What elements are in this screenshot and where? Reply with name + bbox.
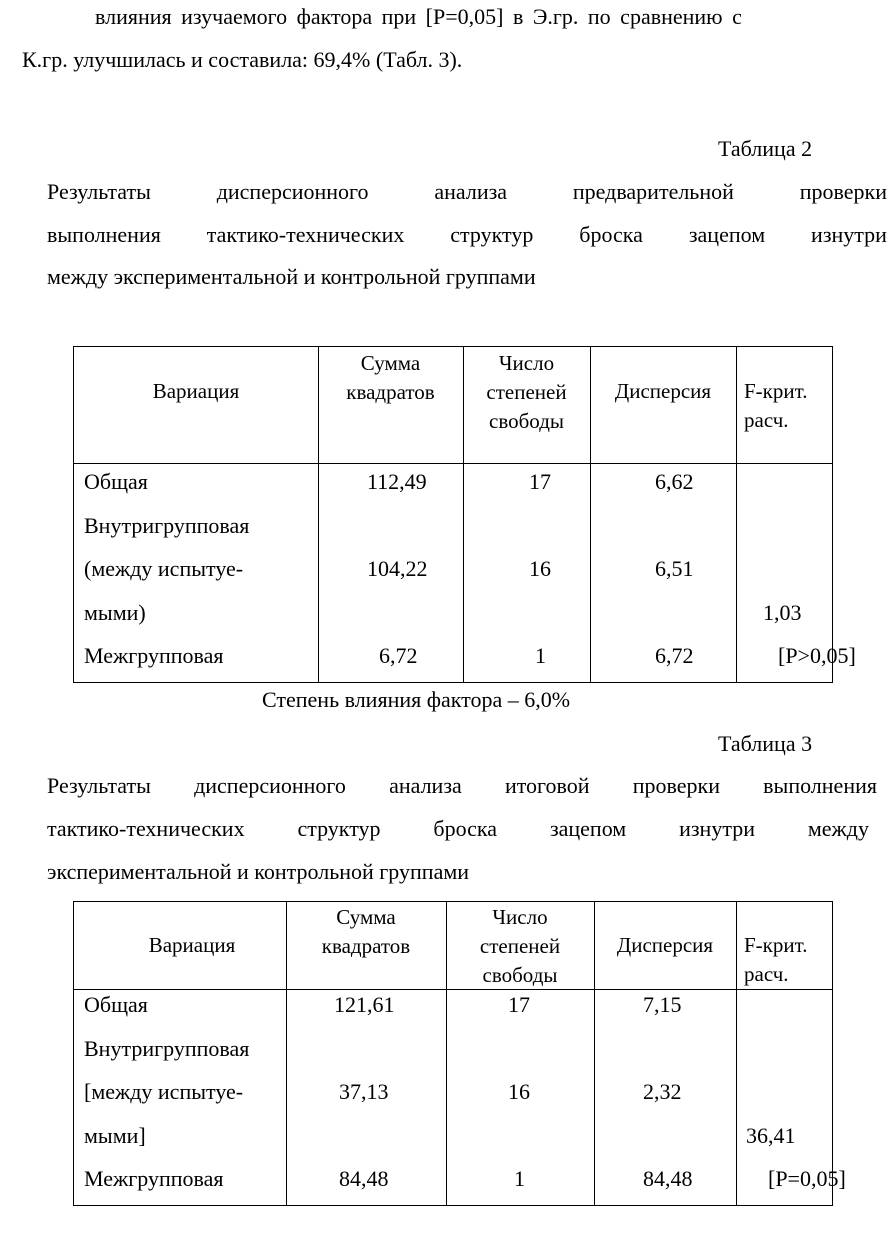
caption-word: между	[807, 816, 869, 841]
header-line: Сумма	[360, 351, 421, 375]
table2-between-ss: 6,72	[379, 643, 418, 668]
caption-word: изнутри	[679, 816, 755, 841]
caption-word: структур	[297, 816, 381, 841]
table2	[73, 346, 856, 683]
table2-row-within-label: Внутригрупповая	[84, 513, 250, 538]
header-line: свободы	[489, 409, 564, 433]
table3-caption-line-3: экспериментальной и контрольной группами	[47, 859, 470, 884]
table3-within-ss: 37,13	[339, 1079, 389, 1104]
table2-label: Таблица 2	[718, 136, 813, 161]
table2-row-between-label: Межгрупповая	[84, 643, 224, 668]
header-line: F-крит.	[744, 379, 808, 403]
header-line: степеней	[486, 380, 567, 404]
table2-within-df: 16	[529, 556, 551, 581]
table2-row-within-label: мыми)	[84, 600, 146, 625]
table2-header-sum-squares	[318, 349, 463, 407]
table3-within-df: 16	[508, 1079, 530, 1104]
table2-row-within-label: (между испытуе-	[84, 556, 244, 581]
intro-line-2: К.гр. улучшилась и составила: 69,4% (Табл. 3).	[22, 47, 463, 72]
header-line: F-крит.	[744, 933, 808, 957]
caption-word: выполнения	[47, 222, 161, 247]
caption-word: зацепом	[549, 816, 627, 841]
caption-word: изнутри	[811, 222, 887, 247]
header-line: расч.	[744, 408, 789, 432]
table2-total-ss: 112,49	[367, 469, 427, 494]
table3-between-disp: 84,48	[643, 1166, 693, 1191]
table3-caption-line-1	[47, 775, 877, 797]
table2-footnote: Степень влияния фактора – 6,0%	[262, 687, 571, 712]
table2-between-df: 1	[535, 643, 546, 668]
table3-f-value: 36,41	[746, 1123, 796, 1148]
table3-header-variation: Вариация	[148, 933, 236, 957]
caption-word: предварительной	[572, 179, 734, 204]
caption-word: проверки	[632, 773, 720, 798]
table2-header-dof	[463, 349, 590, 436]
table3-between-df: 1	[514, 1166, 525, 1191]
caption-word: тактико-технических	[206, 222, 405, 247]
caption-word: дисперсионного	[194, 773, 346, 798]
table2-header-divider	[74, 463, 832, 464]
table3-row-within-label: мыми]	[84, 1123, 146, 1148]
header-line: Число	[498, 351, 555, 375]
table2-total-disp: 6,62	[655, 469, 694, 494]
table3-header-f-crit	[744, 931, 807, 989]
caption-word: зацепом	[688, 222, 766, 247]
table2-between-disp: 6,72	[655, 643, 694, 668]
caption-word: Результаты	[47, 179, 151, 204]
caption-word: Результаты	[47, 773, 151, 798]
caption-word: структур	[450, 222, 534, 247]
table3-total-disp: 7,15	[643, 992, 682, 1017]
header-line: квадратов	[321, 934, 411, 958]
caption-word: дисперсионного	[216, 179, 369, 204]
caption-word: анализа	[389, 773, 462, 798]
table2-f-value: 1,03	[763, 600, 802, 625]
table2-header-variation: Вариация	[152, 379, 240, 403]
header-line: квадратов	[346, 380, 435, 404]
table3-header-dof	[446, 903, 594, 990]
table3-total-ss: 121,61	[334, 992, 395, 1017]
caption-word: тактико-технических	[47, 816, 245, 841]
table3-within-disp: 2,32	[643, 1079, 682, 1104]
table3-row-total-label: Общая	[84, 992, 148, 1017]
table2-caption-line-3: между экспериментальной и контрольной группами	[47, 264, 536, 289]
table3	[73, 901, 846, 1206]
table3-p-value: [P=0,05]	[768, 1166, 846, 1191]
caption-word: итоговой	[504, 773, 590, 798]
table3-between-ss: 84,48	[339, 1166, 389, 1191]
caption-word: броска	[579, 222, 643, 247]
table2-within-ss: 104,22	[367, 556, 428, 581]
table2-total-df: 17	[529, 469, 551, 494]
header-line: расч.	[744, 962, 789, 986]
caption-word: броска	[433, 816, 498, 841]
caption-word: проверки	[799, 179, 887, 204]
table2-caption-line-1	[47, 181, 887, 203]
caption-word: анализа	[434, 179, 508, 204]
table2-caption-line-2	[47, 224, 887, 246]
table2-p-value: [P>0,05]	[778, 643, 856, 668]
caption-word: выполнения	[763, 773, 877, 798]
intro-line-1: влияния изучаемого фактора при [P=0,05] в Э.гр. по сравнению с	[95, 4, 742, 29]
header-line: степеней	[479, 934, 561, 958]
table2-row-total-label: Общая	[84, 469, 148, 494]
table3-header-sum-squares	[286, 903, 446, 961]
table3-total-df: 17	[508, 992, 530, 1017]
table3-row-within-label: [между испытуе-	[84, 1079, 244, 1104]
table3-col-divider	[736, 902, 737, 1205]
header-line: Сумма	[336, 905, 396, 929]
table2-within-disp: 6,51	[655, 556, 694, 581]
table3-caption-line-2	[47, 818, 869, 840]
table3-row-within-label: Внутригрупповая	[84, 1036, 250, 1061]
table2-header-dispersion: Дисперсия	[614, 379, 712, 403]
table3-row-between-label: Межгрупповая	[84, 1166, 224, 1191]
table3-label: Таблица 3	[718, 731, 813, 756]
table2-col-divider	[736, 347, 737, 682]
table2-header-f-crit	[744, 377, 807, 435]
header-line: свободы	[482, 963, 558, 987]
table3-header-dispersion: Дисперсия	[616, 933, 714, 957]
header-line: Число	[492, 905, 548, 929]
